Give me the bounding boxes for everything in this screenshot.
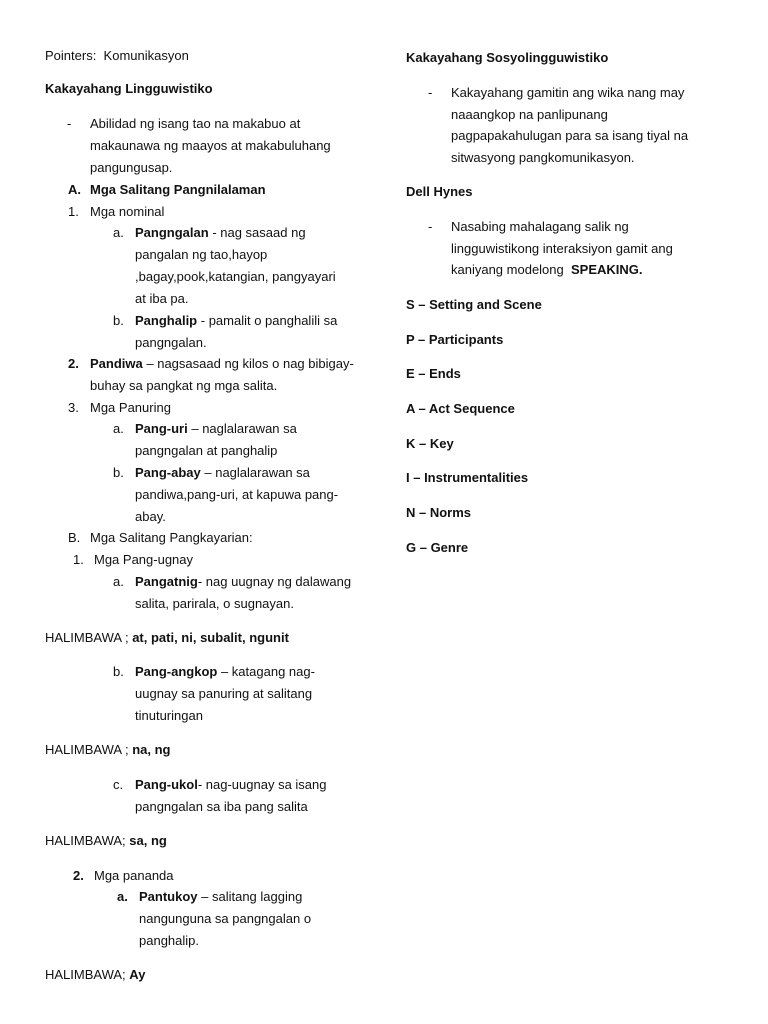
definition-text: kaniyang modelong [451,262,564,277]
list-marker: c. [113,777,124,792]
term-desc: – naglalarawan sa [191,421,297,436]
definition-line: Abilidad ng isang tao na makabuo at [90,116,301,131]
speaking-keyword: SPEAKING. [570,262,643,277]
definition-line: sitwasyong pangkomunikasyon. [451,150,635,165]
list-marker: A. [68,182,81,197]
term: Pang-angkop [135,664,218,679]
section-title-a: Mga Salitang Pangnilalaman [90,182,266,197]
term: Pang-abay [135,465,201,480]
list-item-text: pangalan ng tao,hayop [135,247,268,262]
example-values: na, ng [132,742,171,757]
term-desc: - nag-uugnay sa isang [197,777,327,792]
definition-line: Nasabing mahalagang salik ng [451,219,629,234]
list-marker: a. [113,225,124,240]
list-item-text: buhay sa pangkat ng mga salita. [90,378,278,393]
list-item-text: ,bagay,pook,katangian, pangyayari [135,269,336,284]
definition-line: pagpapakahulugan para sa isang tiyal na [451,128,689,143]
heading-sosyolingguwistiko: Kakayahang Sosyolingguwistiko [406,50,609,65]
definition-line: makaunawa ng maayos at makabuluhang [90,138,331,153]
list-item-text: uugnay sa panuring at salitang [135,686,313,701]
list-marker: 1. [73,552,84,567]
example-label: HALIMBAWA; [45,833,126,848]
example-label: HALIMBAWA ; [45,630,129,645]
example-values: sa, ng [129,833,167,848]
list-item-text: panghalip. [139,933,199,948]
header-pointers-label: Pointers: [45,48,97,63]
list-marker: 1. [68,204,79,219]
list-item-text: pangngalan. [135,335,207,350]
example-values: at, pati, ni, subalit, ngunit [132,630,289,645]
list-item-pangangkop [135,664,315,680]
header-pointers [45,48,189,64]
list-marker: a. [117,889,128,904]
speaking-item-n: N – Norms [406,505,472,520]
term: Pangngalan [135,225,209,240]
list-item-pandiwa [90,356,354,372]
term-desc: - nag sasaad ng [212,225,306,240]
term-desc: – naglalarawan sa [204,465,310,480]
speaking-item-i: I – Instrumentalities [406,470,529,485]
definition-line: lingguwistikong interaksiyon gamit ang [451,241,673,256]
list-item-text: Mga pananda [94,868,174,883]
term: Pang-ukol [135,777,198,792]
example-label: HALIMBAWA ; [45,742,129,757]
term-desc: – katagang nag- [220,664,315,679]
list-marker: 3. [68,400,79,415]
example-values: Ay [129,967,146,982]
speaking-item-s: S – Setting and Scene [406,297,542,312]
term: Pangatnig [135,574,198,589]
list-item-text: Mga nominal [90,204,165,219]
list-item-pangatnig [135,574,351,590]
bullet-dash: - [428,219,433,234]
speaking-item-p: P – Participants [406,332,504,347]
term: Pantukoy [139,889,198,904]
speaking-item-a: A – Act Sequence [406,401,515,416]
list-item-text: tinuturingan [135,708,203,723]
term: Pandiwa [90,356,143,371]
list-item-text: at iba pa. [135,291,189,306]
list-item-pantukoy [139,889,302,905]
example-line [45,833,167,849]
list-item-text: Mga Panuring [90,400,171,415]
list-item-text: pangngalan at panghalip [135,443,278,458]
term-desc: – salitang lagging [201,889,303,904]
definition-line: naaangkop na panlipunang [451,107,608,122]
list-marker: 2. [73,868,84,883]
term: Pang-uri [135,421,188,436]
list-item-pangukol [135,777,327,793]
list-marker: a. [113,421,124,436]
example-line [45,967,145,983]
term-desc: - nag uugnay ng dalawang [197,574,352,589]
definition-line: pangungusap. [90,160,173,175]
heading-lingguwistiko: Kakayahang Lingguwistiko [45,81,213,96]
list-item-text: salita, parirala, o sugnayan. [135,596,294,611]
list-item-text: abay. [135,509,166,524]
list-marker: B. [68,530,81,545]
speaking-item-e: E – Ends [406,366,461,381]
list-item-pangabay [135,465,310,481]
example-label: HALIMBAWA; [45,967,126,982]
speaking-item-k: K – Key [406,436,454,451]
section-title-b: Mga Salitang Pangkayarian: [90,530,253,545]
list-marker: b. [113,664,124,679]
example-line [45,630,289,646]
heading-dell-hynes: Dell Hynes [406,184,473,199]
list-marker: 2. [68,356,79,371]
list-item-text: nangunguna sa pangngalan o [139,911,312,926]
list-marker: a. [113,574,124,589]
list-item-text: Mga Pang-ugnay [94,552,194,567]
term-desc: – nagsasaad ng kilos o nag bibigay- [146,356,354,371]
header-topic: Komunikasyon [103,48,189,63]
bullet-dash: - [428,85,433,100]
list-marker: b. [113,313,124,328]
definition-line: Kakayahang gamitin ang wika nang may [451,85,685,100]
example-line [45,742,170,758]
list-item-panguri [135,421,297,437]
bullet-dash: - [67,116,72,131]
list-item-panghalip [135,313,337,329]
list-item-text: pandiwa,pang-uri, at kapuwa pang- [135,487,339,502]
list-item-text: pangngalan sa iba pang salita [135,799,308,814]
list-marker: b. [113,465,124,480]
term-desc: - pamalit o panghalili sa [200,313,338,328]
term: Panghalip [135,313,198,328]
list-item-pangngalan [135,225,306,241]
definition-line [451,262,643,278]
speaking-item-g: G – Genre [406,540,469,555]
